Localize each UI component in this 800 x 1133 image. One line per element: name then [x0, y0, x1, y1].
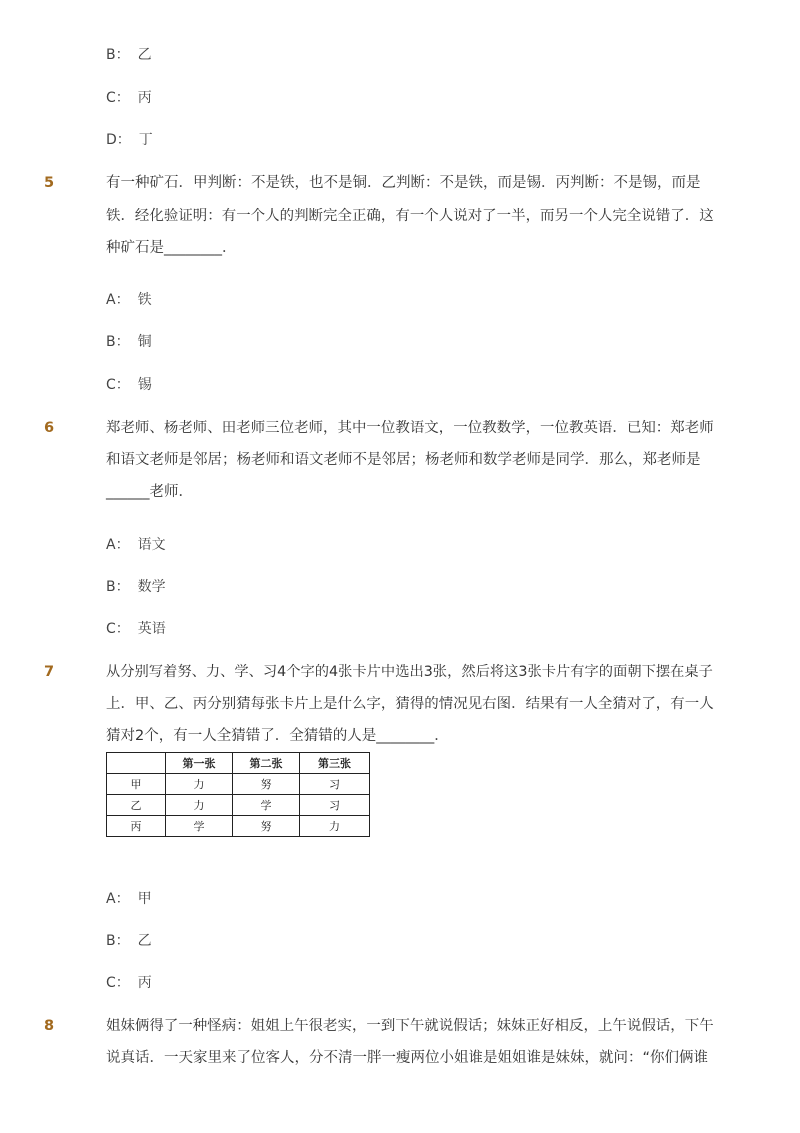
q7-option-a[interactable] — [106, 889, 152, 909]
table-cell: 力 — [166, 774, 233, 795]
card-guess-table — [106, 752, 370, 837]
option-text: 锡 — [137, 377, 152, 393]
table-row — [107, 795, 370, 816]
option-letter: C： — [106, 975, 130, 991]
option-letter: B： — [106, 579, 130, 595]
q6-option-c[interactable] — [106, 619, 166, 639]
table-cell: 力 — [166, 795, 233, 816]
q7-option-b[interactable] — [106, 931, 152, 951]
q4-option-b[interactable] — [106, 45, 152, 65]
table-cell: 力 — [300, 816, 370, 837]
q4-option-d[interactable] — [106, 130, 153, 150]
option-text: 丙 — [137, 90, 152, 106]
table-cell: 甲 — [107, 774, 166, 795]
option-text: 语文 — [137, 537, 166, 553]
option-letter: A： — [106, 537, 130, 553]
option-letter: A： — [106, 891, 130, 907]
q6-text-line-2: 和语文老师是邻居；杨老师和语文老师不是邻居；杨老师和数学老师是同学．那么，郑老师是 — [106, 452, 701, 468]
option-letter: B： — [106, 933, 130, 949]
table-header-row — [107, 753, 370, 774]
table-row — [107, 774, 370, 795]
q6-text-line-3: ______老师． — [106, 484, 193, 500]
q7-option-c[interactable] — [106, 973, 152, 993]
option-letter: D： — [106, 132, 131, 148]
option-text: 丁 — [138, 132, 153, 148]
option-letter: B： — [106, 334, 130, 350]
option-text: 丙 — [137, 975, 152, 991]
question-number-6: 6 — [44, 420, 55, 436]
q5-option-b[interactable] — [106, 332, 152, 352]
q6-option-a[interactable] — [106, 535, 166, 555]
table-cell: 学 — [233, 795, 300, 816]
table-header-cell: 第三张 — [300, 753, 370, 774]
option-text: 数学 — [137, 579, 166, 595]
table-cell: 努 — [233, 774, 300, 795]
q5-text-line-2: 铁．经化验证明：有一个人的判断完全正确，有一个人说对了一半，而另一个人完全说错了．这 — [106, 208, 714, 224]
q5-text-line-3: 种矿石是________． — [106, 240, 237, 256]
q5-option-a[interactable] — [106, 290, 152, 310]
option-letter: C： — [106, 377, 130, 393]
option-text: 乙 — [137, 47, 152, 63]
table-cell: 乙 — [107, 795, 166, 816]
option-text: 乙 — [137, 933, 152, 949]
table-header-cell: 第一张 — [166, 753, 233, 774]
table-cell: 习 — [300, 795, 370, 816]
option-letter: B： — [106, 47, 130, 63]
q8-text-line-2: 说真话．一天家里来了位客人，分不清一胖一瘦两位小姐谁是姐姐谁是妹妹，就问：“你们俩谁 — [106, 1050, 709, 1066]
q6-text-line-1: 郑老师、杨老师、田老师三位老师，其中一位教语文，一位教数学，一位教英语．已知：郑老师 — [106, 420, 714, 436]
q4-option-c[interactable] — [106, 88, 152, 108]
table-cell: 丙 — [107, 816, 166, 837]
option-text: 英语 — [137, 621, 166, 637]
table-cell: 习 — [300, 774, 370, 795]
q7-text-line-2: 上．甲、乙、丙分别猜每张卡片上是什么字，猜得的情况见右图．结果有一人全猜对了，有一人 — [106, 696, 714, 712]
option-text: 甲 — [137, 891, 152, 907]
q8-text-line-1: 姐妹俩得了一种怪病：姐姐上午很老实，一到下午就说假话；妹妹正好相反，上午说假话，下午 — [106, 1018, 714, 1034]
q5-option-c[interactable] — [106, 375, 152, 395]
option-text: 铁 — [137, 292, 152, 308]
table-row — [107, 816, 370, 837]
q6-option-b[interactable] — [106, 577, 166, 597]
option-letter: C： — [106, 621, 130, 637]
q7-text-line-3: 猜对2个，有一人全猜错了．全猜错的人是________． — [106, 728, 449, 744]
q5-text-line-1: 有一种矿石．甲判断：不是铁，也不是铜．乙判断：不是铁，而是锡．丙判断：不是锡，而是 — [106, 175, 701, 191]
question-number-8: 8 — [44, 1018, 55, 1034]
question-number-5: 5 — [44, 175, 55, 191]
table-header-cell: 第二张 — [233, 753, 300, 774]
table-cell: 学 — [166, 816, 233, 837]
q7-text-line-1: 从分别写着努、力、学、习4个字的4张卡片中选出3张，然后将这3张卡片有字的面朝下摆在桌子 — [106, 664, 713, 680]
table-cell: 努 — [233, 816, 300, 837]
table-header-cell — [107, 753, 166, 774]
option-letter: A： — [106, 292, 130, 308]
option-text: 铜 — [137, 334, 152, 350]
question-number-7: 7 — [44, 664, 55, 680]
option-letter: C： — [106, 90, 130, 106]
